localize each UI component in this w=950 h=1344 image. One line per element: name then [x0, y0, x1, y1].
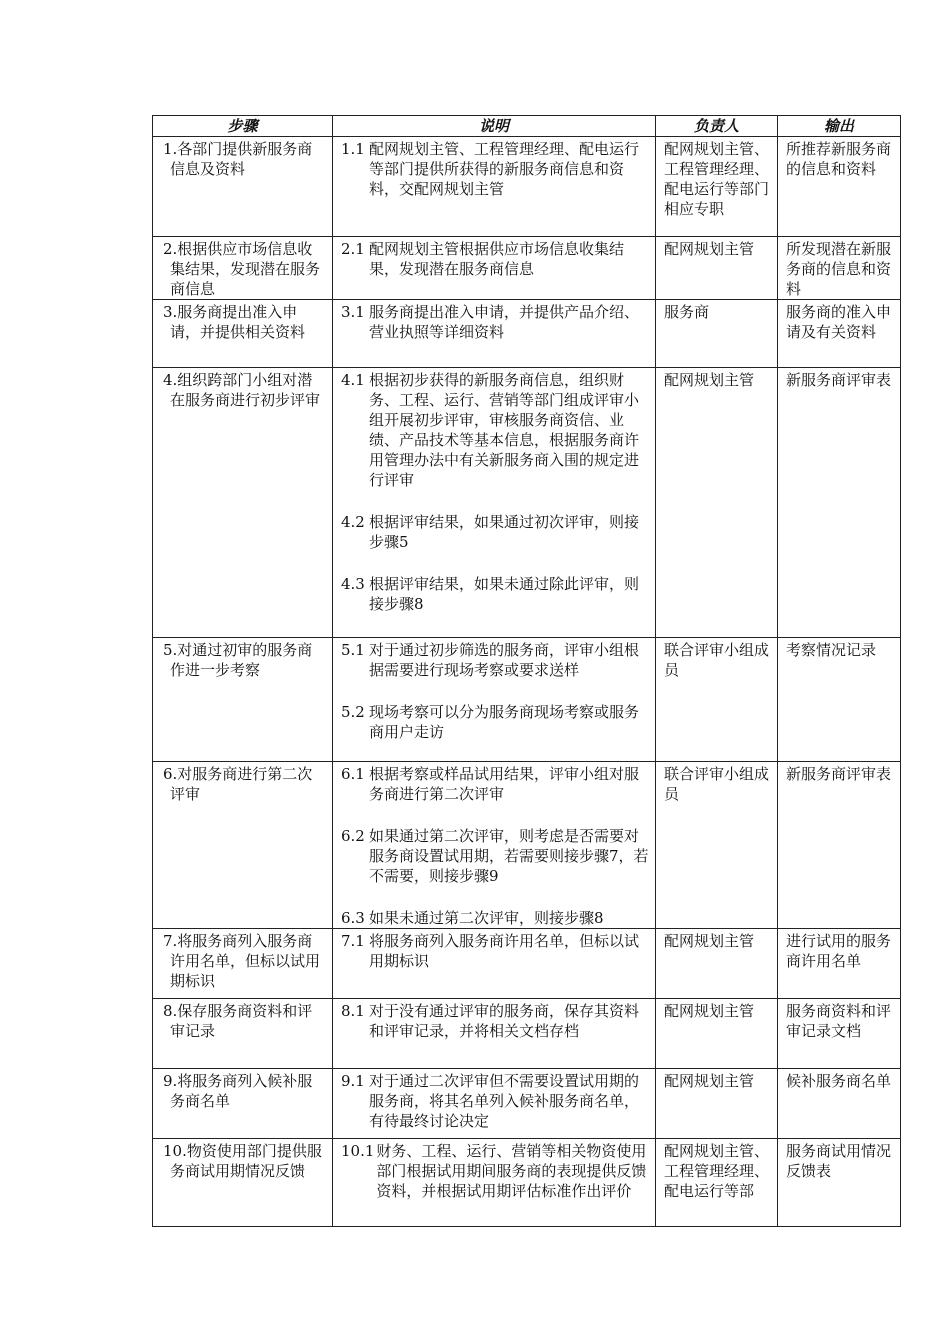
owner-cell [656, 300, 778, 368]
output-cell [778, 1139, 901, 1227]
description-paragraph [333, 999, 655, 1041]
description-paragraph [333, 572, 655, 614]
description-paragraph [333, 137, 655, 199]
output-cell [778, 1069, 901, 1139]
paragraph-number: 5.2 [341, 703, 365, 721]
paragraph-gap [333, 680, 655, 700]
description-cell [333, 929, 656, 999]
step-cell [153, 929, 333, 999]
table-body [153, 137, 901, 1227]
paragraph-number: 3.1 [341, 303, 365, 321]
step-text: 9.将服务商列入候补服务商名单 [163, 1072, 313, 1110]
table-row [153, 638, 901, 762]
paragraph-number: 6.2 [341, 827, 365, 845]
procedure-table [152, 115, 901, 1227]
step-text: 3.服务商提出准入申请，并提供相关资料 [163, 303, 306, 341]
output-text: 新服务商评审表 [786, 765, 892, 783]
step-cell [153, 300, 333, 368]
header-step: 步骤 [153, 116, 333, 137]
description-paragraph [333, 762, 655, 804]
table-row [153, 762, 901, 929]
paragraph-gap [333, 804, 655, 824]
paragraph-text: 根据考察或样品试用结果，评审小组对服务商进行第二次评审 [369, 765, 640, 803]
paragraph-text: 配网规划主管根据供应市场信息收集结果，发现潜在服务商信息 [369, 240, 625, 278]
step-cell [153, 999, 333, 1069]
step-text: 8.保存服务商资料和评审记录 [163, 1002, 313, 1040]
output-cell [778, 929, 901, 999]
paragraph-text: 财务、工程、运行、营销等相关物资使用部门根据试用期间服务商的表现提供反馈资料，并根据试用期评估标准作出评价 [376, 1142, 647, 1200]
owner-text: 联合评审小组成员 [664, 641, 770, 679]
table-row [153, 300, 901, 368]
paragraph-gap [333, 552, 655, 572]
step-text: 1.各部门提供新服务商信息及资料 [163, 140, 313, 178]
step-cell [153, 1069, 333, 1139]
owner-text: 配网规划主管 [664, 240, 755, 258]
output-cell [778, 638, 901, 762]
output-cell [778, 368, 901, 638]
description-cell [333, 237, 656, 300]
paragraph-text: 服务商提出准入申请，并提供产品介绍、营业执照等详细资料 [369, 303, 640, 341]
description-paragraph [333, 1069, 655, 1131]
table-row [153, 1139, 901, 1227]
paragraph-number: 8.1 [341, 1002, 365, 1020]
paragraph-text: 对于没有通过评审的服务商，保存其资料和评审记录，并将相关文档存档 [369, 1002, 640, 1040]
paragraph-text: 对于通过二次评审但不需要设置试用期的服务商，将其名单列入候补服务商名单，有待最终讨论决定 [369, 1072, 640, 1130]
owner-text: 配网规划主管、工程管理经理、配电运行等部门相应专职 [664, 140, 770, 218]
output-text: 服务商资料和评审记录文档 [786, 1002, 892, 1040]
owner-cell [656, 237, 778, 300]
table-row [153, 368, 901, 638]
owner-cell [656, 137, 778, 237]
description-cell [333, 300, 656, 368]
owner-cell [656, 638, 778, 762]
description-paragraph [333, 300, 655, 342]
description-paragraph [333, 638, 655, 680]
output-text: 所推荐新服务商的信息和资料 [786, 140, 892, 178]
paragraph-text: 将服务商列入服务商许用名单，但标以试用期标识 [369, 932, 640, 970]
output-cell [778, 999, 901, 1069]
table-row [153, 1069, 901, 1139]
description-paragraph [333, 368, 655, 490]
owner-text: 配网规划主管 [664, 371, 755, 389]
paragraph-text: 根据评审结果，如果未通过除此评审，则接步骤8 [369, 575, 640, 613]
header-description: 说明 [333, 116, 656, 137]
description-cell [333, 762, 656, 929]
description-cell [333, 999, 656, 1069]
description-paragraph [333, 510, 655, 552]
output-text: 所发现潜在新服务商的信息和资料 [786, 240, 892, 298]
owner-text: 服务商 [664, 303, 710, 321]
step-text: 7.将服务商列入服务商许用名单，但标以试用期标识 [163, 932, 321, 990]
step-cell [153, 762, 333, 929]
paragraph-gap [333, 490, 655, 510]
step-text: 2.根据供应市场信息收集结果，发现潜在服务商信息 [163, 240, 321, 298]
paragraph-gap [333, 886, 655, 906]
table-row [153, 929, 901, 999]
output-cell [778, 237, 901, 300]
description-paragraph [333, 906, 655, 928]
owner-cell [656, 368, 778, 638]
output-text: 考察情况记录 [786, 641, 877, 659]
paragraph-text: 根据初步获得的新服务商信息，组织财务、工程、运行、营销等部门组成评审小组开展初步评审，审核服务商资信、业绩、产品技术等基本信息，根据服务商许用管理办法中有关新服务商入围的规定进行评审 [369, 371, 640, 489]
description-paragraph [333, 929, 655, 971]
table-row [153, 137, 901, 237]
step-cell [153, 237, 333, 300]
header-owner: 负责人 [656, 116, 778, 137]
output-cell [778, 300, 901, 368]
description-cell [333, 1069, 656, 1139]
output-text: 候补服务商名单 [786, 1072, 892, 1090]
description-paragraph [333, 824, 655, 886]
owner-text: 配网规划主管、工程管理经理、配电运行等部 [664, 1142, 770, 1200]
description-paragraph [333, 237, 655, 279]
table-row [153, 237, 901, 300]
paragraph-number: 10.1 [341, 1142, 375, 1160]
description-cell [333, 638, 656, 762]
output-cell [778, 137, 901, 237]
step-text: 4.组织跨部门小组对潜在服务商进行初步评审 [163, 371, 321, 409]
owner-text: 配网规划主管 [664, 1072, 755, 1090]
description-paragraph [333, 1139, 655, 1201]
paragraph-number: 4.2 [341, 513, 365, 531]
owner-cell [656, 762, 778, 929]
step-cell [153, 368, 333, 638]
paragraph-number: 4.1 [341, 371, 365, 389]
output-text: 服务商试用情况反馈表 [786, 1142, 892, 1180]
paragraph-text: 配网规划主管、工程管理经理、配电运行等部门提供所获得的新服务商信息和资料，交配网规划主管 [369, 140, 640, 198]
paragraph-number: 7.1 [341, 932, 365, 950]
paragraph-text: 如果通过第二次评审，则考虑是否需要对服务商设置试用期，若需要则接步骤7，若不需要，则接步骤9 [369, 827, 649, 885]
owner-cell [656, 929, 778, 999]
paragraph-number: 6.1 [341, 765, 365, 783]
step-cell [153, 638, 333, 762]
owner-text: 配网规划主管 [664, 1002, 755, 1020]
step-text: 6.对服务商进行第二次评审 [163, 765, 313, 803]
description-cell [333, 368, 656, 638]
step-cell [153, 137, 333, 237]
step-text: 5.对通过初审的服务商作进一步考察 [163, 641, 313, 679]
owner-text: 联合评审小组成员 [664, 765, 770, 803]
owner-cell [656, 1069, 778, 1139]
output-cell [778, 762, 901, 929]
paragraph-text: 如果未通过第二次评审，则接步骤8 [369, 909, 604, 927]
paragraph-text: 现场考察可以分为服务商现场考察或服务商用户走访 [369, 703, 640, 741]
table-header-row [153, 116, 901, 137]
owner-cell [656, 1139, 778, 1227]
step-cell [153, 1139, 333, 1227]
paragraph-number: 1.1 [341, 140, 365, 158]
description-paragraph [333, 700, 655, 742]
owner-text: 配网规划主管 [664, 932, 755, 950]
description-cell [333, 137, 656, 237]
paragraph-text: 对于通过初步筛选的服务商，评审小组根据需要进行现场考察或要求送样 [369, 641, 640, 679]
header-output: 输出 [778, 116, 901, 137]
table-row [153, 999, 901, 1069]
step-text: 10.物资使用部门提供服务商试用期情况反馈 [163, 1142, 322, 1180]
paragraph-number: 5.1 [341, 641, 365, 659]
description-cell [333, 1139, 656, 1227]
output-text: 进行试用的服务商许用名单 [786, 932, 892, 970]
owner-cell [656, 999, 778, 1069]
output-text: 新服务商评审表 [786, 371, 892, 389]
paragraph-number: 6.3 [341, 909, 365, 927]
paragraph-number: 2.1 [341, 240, 365, 258]
output-text: 服务商的准入申请及有关资料 [786, 303, 892, 341]
paragraph-number: 4.3 [341, 575, 365, 593]
paragraph-number: 9.1 [341, 1072, 365, 1090]
paragraph-text: 根据评审结果，如果通过初次评审，则接步骤5 [369, 513, 640, 551]
